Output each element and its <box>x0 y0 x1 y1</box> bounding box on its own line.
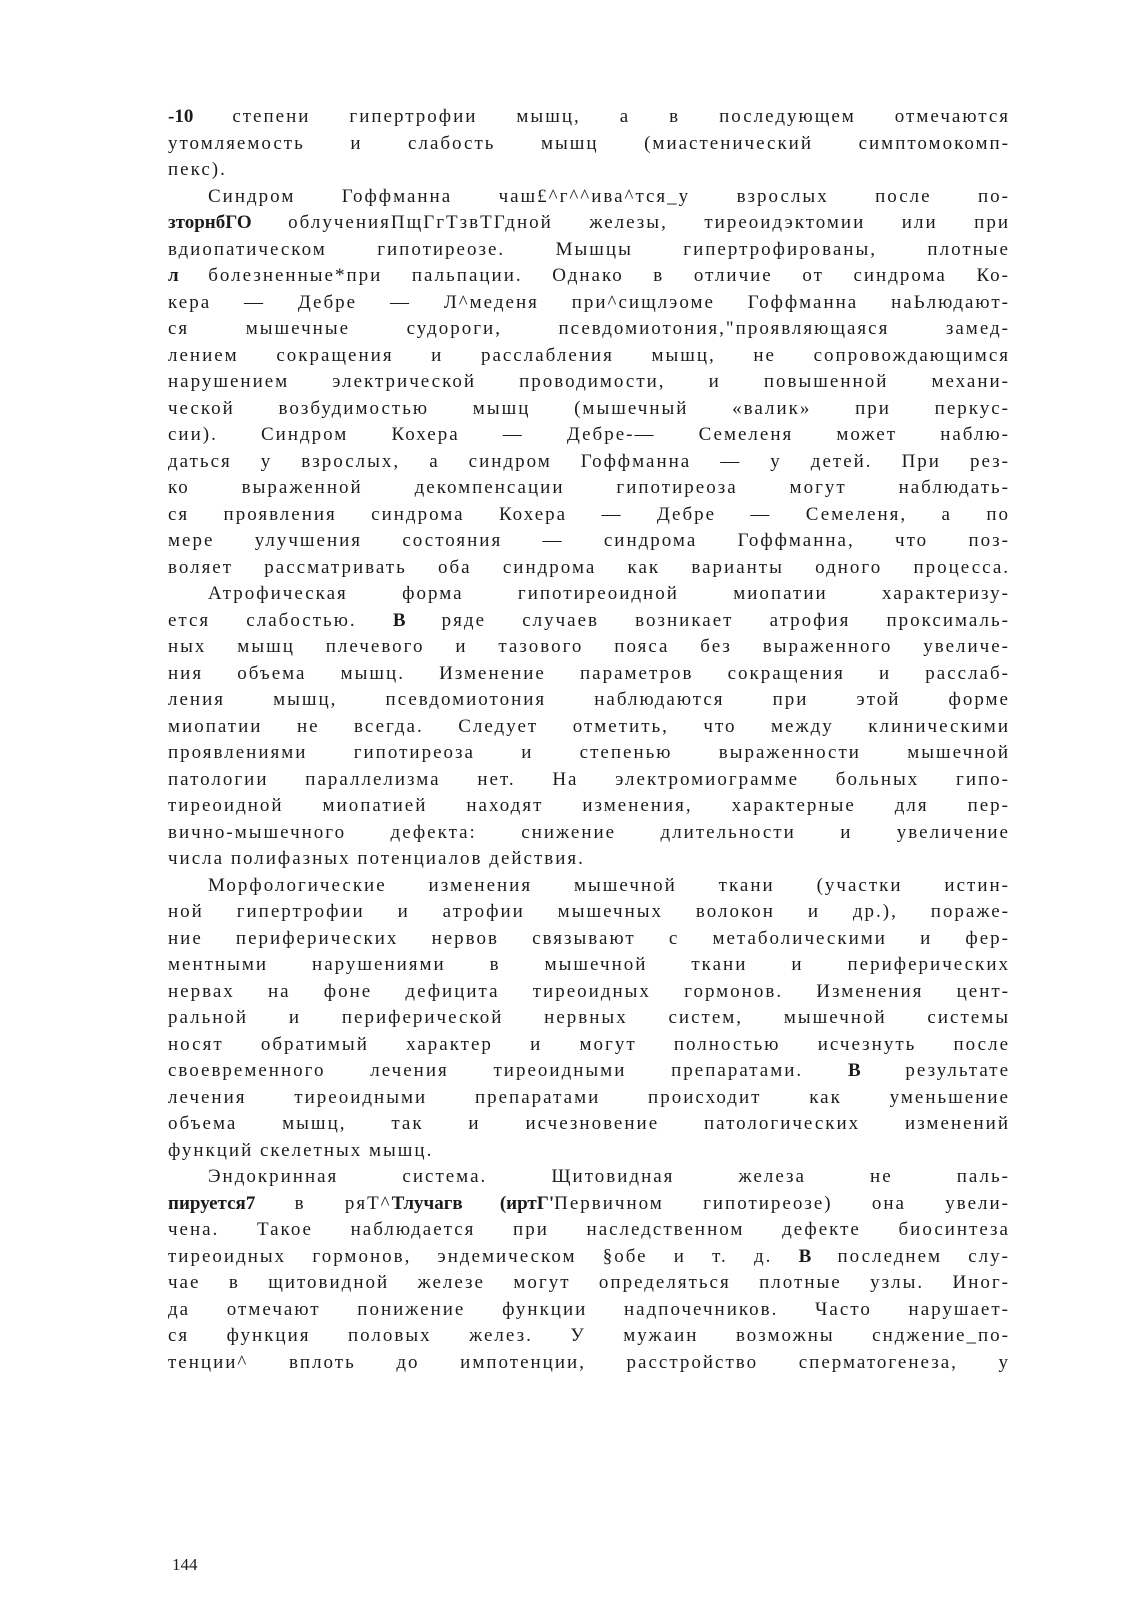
text-fragment: ся функция половых желез. У мужаин возможны снджение_по- <box>168 1325 1010 1346</box>
text-fragment: болезненные*при пальпации. Однако в отличие от синдрома Ко- <box>178 265 1010 286</box>
page-number: 144 <box>172 1555 198 1574</box>
text-line <box>168 926 1010 953</box>
bold-fragment: В <box>392 609 406 631</box>
text-fragment: Синдром Гоффманна чаш£^г^^ива^тся_у взрослых после по- <box>208 185 1010 207</box>
text-line <box>168 502 1010 529</box>
text-fragment: ется слабостью. <box>168 609 393 631</box>
text-line <box>168 210 1010 237</box>
text-fragment: ся проявления синдрома Кохера — Дебре — Семеленя, а по <box>168 503 1010 525</box>
text-fragment: степени гипертрофии мышц, а в последующем отмечаются <box>193 106 1010 127</box>
text-fragment: лечения тиреоидными препаратами происходит как уменьшение <box>168 1086 1010 1108</box>
text-line <box>168 396 1010 423</box>
bold-fragment: зторнбГО <box>168 212 252 233</box>
text-fragment: своевременного лечения тиреоидными препаратами. <box>168 1060 848 1081</box>
text-line <box>168 184 1010 211</box>
text-line <box>168 899 1010 926</box>
bold-fragment: Тлучагв (иртГ' <box>391 1192 555 1214</box>
text-fragment: даться у взрослых, а синдром Гоффманна — у детей. При рез- <box>168 450 1010 472</box>
text-line <box>168 820 1010 847</box>
text-fragment: ных мышц плечевого и тазового пояса без выраженного увеличе- <box>168 636 1010 657</box>
text-fragment: пекс). <box>168 159 227 180</box>
text-line <box>168 608 1010 635</box>
text-line <box>168 1350 1010 1377</box>
text-line <box>168 369 1010 396</box>
page-body <box>168 104 1010 1376</box>
text-fragment: патологии параллелизма нет. На электромиограмме больных гипо- <box>168 768 1010 790</box>
text-line <box>168 1191 1010 1218</box>
text-fragment: да отмечают понижение функции надпочечников. Часто нарушает- <box>168 1298 1010 1320</box>
text-line <box>168 422 1010 449</box>
text-line <box>168 237 1010 264</box>
text-fragment: воляет рассматривать оба синдрома как варианты одного процесса. <box>168 556 1010 578</box>
text-line <box>168 528 1010 555</box>
text-fragment: вдиопатическом гипотиреозе. Мышцы гипертрофированы, плотные <box>168 238 1010 260</box>
text-line <box>168 1138 1010 1165</box>
text-line <box>168 1323 1010 1350</box>
bold-fragment: В <box>798 1245 812 1267</box>
text-fragment: ко выраженной декомпенсации гипотиреоза могут наблюдать- <box>168 477 1010 498</box>
text-fragment: лением сокращения и расслабления мышц, не сопровождающимся <box>168 344 1010 366</box>
text-fragment: функций скелетных мышц. <box>168 1139 434 1161</box>
text-fragment: Морфологические изменения мышечной ткани (участки истин- <box>208 874 1010 896</box>
text-line <box>168 104 1010 131</box>
text-line <box>168 1058 1010 1085</box>
text-fragment: тенции^ вплоть до импотенции, расстройство сперматогенеза, у <box>168 1351 1010 1373</box>
text-fragment: результате <box>860 1060 1010 1081</box>
text-line <box>168 979 1010 1006</box>
text-fragment: тиреоидной миопатией находят изменения, характерные для пер- <box>168 795 1010 816</box>
text-fragment: тиреоидных гормонов, эндемическом §обе и т. д. <box>168 1245 799 1267</box>
text-line <box>168 131 1010 158</box>
text-fragment: ние периферических нервов связывают с метаболическими и фер- <box>168 927 1010 949</box>
bold-fragment: пируется7 <box>168 1192 256 1214</box>
bold-fragment: -10 <box>168 106 194 127</box>
text-fragment: в ряТ^ <box>255 1192 392 1214</box>
text-line <box>168 687 1010 714</box>
text-line <box>168 316 1010 343</box>
text-line <box>168 714 1010 741</box>
text-fragment: облученияПщГгТзвТГдной железы, тиреоидэктомии или при <box>251 212 1010 233</box>
text-line <box>168 1270 1010 1297</box>
text-line <box>168 1111 1010 1138</box>
text-line <box>168 767 1010 794</box>
text-fragment: нервах на фоне дефицита тиреоидных гормонов. Изменения цент- <box>168 980 1010 1002</box>
text-fragment: объема мышц, так и исчезновение патологических изменений <box>168 1113 1010 1134</box>
text-fragment: проявлениями гипотиреоза и степенью выраженности мышечной <box>168 742 1010 763</box>
text-fragment: последнем слу- <box>811 1245 1010 1267</box>
text-fragment: мере улучшения состояния — синдрома Гоффманна, что поз- <box>168 530 1010 551</box>
text-line <box>168 1217 1010 1244</box>
text-fragment: чае в щитовидной железе могут определяться плотные узлы. Иног- <box>168 1272 1010 1293</box>
text-line <box>168 1032 1010 1059</box>
text-line <box>168 1244 1010 1271</box>
text-line <box>168 343 1010 370</box>
text-line <box>168 873 1010 900</box>
text-line <box>168 157 1010 184</box>
text-line <box>168 449 1010 476</box>
text-line <box>168 740 1010 767</box>
text-fragment: вично-мышечного дефекта: снижение длительности и увеличение <box>168 821 1010 843</box>
text-line <box>168 290 1010 317</box>
text-line <box>168 475 1010 502</box>
bold-fragment: В <box>847 1060 861 1081</box>
text-line <box>168 1297 1010 1324</box>
text-line <box>168 1164 1010 1191</box>
text-line <box>168 1005 1010 1032</box>
text-fragment: миопатии не всегда. Следует отметить, что между клиническими <box>168 715 1010 737</box>
bold-fragment: л <box>168 265 179 286</box>
text-fragment: кера — Дебре — Л^меденя при^сищлэоме Гоффманна наЬлюдают- <box>168 291 1010 313</box>
text-fragment: Первичном гипотиреозе) она увели- <box>554 1192 1011 1214</box>
text-fragment: ной гипертрофии и атрофии мышечных волокон и др.), пораже- <box>168 901 1010 922</box>
text-fragment: ния объема мышц. Изменение параметров сокращения и расслаб- <box>168 662 1010 684</box>
text-fragment: нарушением электрической проводимости, и повышенной механи- <box>168 371 1010 392</box>
text-fragment: чена. Такое наблюдается при наследственном дефекте биосинтеза <box>168 1219 1010 1240</box>
text-line <box>168 846 1010 873</box>
text-fragment: сии). Синдром Кохера — Дебре-— Семеленя может наблю- <box>168 424 1010 445</box>
text-line <box>168 1085 1010 1112</box>
text-fragment: ления мышц, псевдомиотония наблюдаются при этой форме <box>168 689 1010 710</box>
text-fragment: утомляемость и слабость мышц (миастенический симптомокомп- <box>168 132 1010 154</box>
text-line <box>168 555 1010 582</box>
text-fragment: ральной и периферической нервных систем, мышечной системы <box>168 1007 1010 1028</box>
text-fragment: носят обратимый характер и могут полностью исчезнуть после <box>168 1033 1010 1055</box>
text-fragment: Эндокринная система. Щитовидная железа не паль- <box>208 1166 1010 1187</box>
text-line <box>168 793 1010 820</box>
text-fragment: числа полифазных потенциалов действия. <box>168 848 585 869</box>
text-fragment: ментными нарушениями в мышечной ткани и периферических <box>168 954 1010 975</box>
text-fragment: ческой возбудимостью мышц (мышечный «валик» при перкус- <box>168 397 1010 419</box>
text-fragment: ся мышечные судороги, псевдомиотония,"проявляющаяся замед- <box>168 318 1010 339</box>
text-line <box>168 952 1010 979</box>
text-fragment: ряде случаев возникает атрофия проксималь- <box>405 609 1010 631</box>
text-line <box>168 263 1010 290</box>
text-line <box>168 634 1010 661</box>
text-line <box>168 581 1010 608</box>
text-fragment: Атрофическая форма гипотиреоидной миопатии характеризу- <box>208 583 1010 604</box>
text-line <box>168 661 1010 688</box>
